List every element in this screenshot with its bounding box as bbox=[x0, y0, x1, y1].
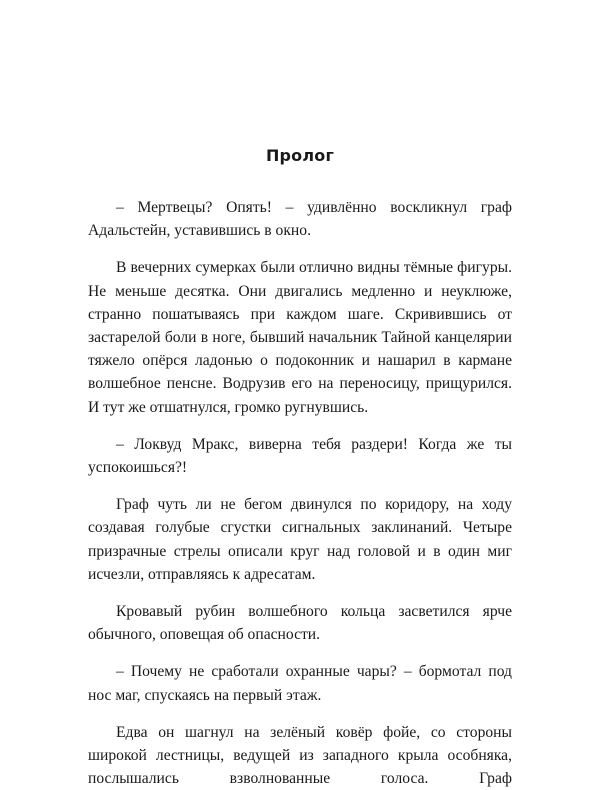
paragraph-2: В вечерних сумерках были отлично видны тёмные фигуры. Не меньше десятка. Они двигались медленно и неуклюже, странно пошатываясь при каждом шаге. Скривившись от застарелой боли в ноге, бывший начальник Тайной канцелярии тяжело опёрся ладонью о подоконник и нашарил в кармане волшебное пенсне. Водрузив его на переносицу, прищурился. И тут же отшатнулся, громко ругнувшись. bbox=[88, 259, 512, 416]
paragraph-4: Граф чуть ли не бегом двинулся по коридору, на ходу создавая голубые сгустки сигнальных заклинаний. Четыре призрачные стрелы описали круг над головой и в один миг исчезли, отправляясь к адресатам. bbox=[88, 496, 512, 583]
paragraph-1: – Мертвецы? Опять! – удивлённо воскликнул граф Адальстейн, уставившись в окно. bbox=[88, 199, 512, 240]
paragraph-6: – Почему не сработали охранные чары? – бормотал под нос маг, спускаясь на первый этаж. bbox=[88, 663, 512, 704]
chapter-title: Пролог bbox=[265, 146, 335, 165]
book-page bbox=[88, 146, 512, 790]
paragraph-3: – Локвуд Мракс, виверна тебя раздери! Когда же ты успокоишься?! bbox=[88, 435, 512, 477]
paragraph-7: Едва он шагнул на зелёный ковёр фойе, со стороны широкой лестницы, ведущей из западного крыла особняка, послышались взволнованные голоса. Граф bbox=[88, 723, 512, 788]
paragraph-5: Кровавый рубин волшебного кольца засветился ярче обычного, оповещая об опасности. bbox=[88, 603, 512, 644]
